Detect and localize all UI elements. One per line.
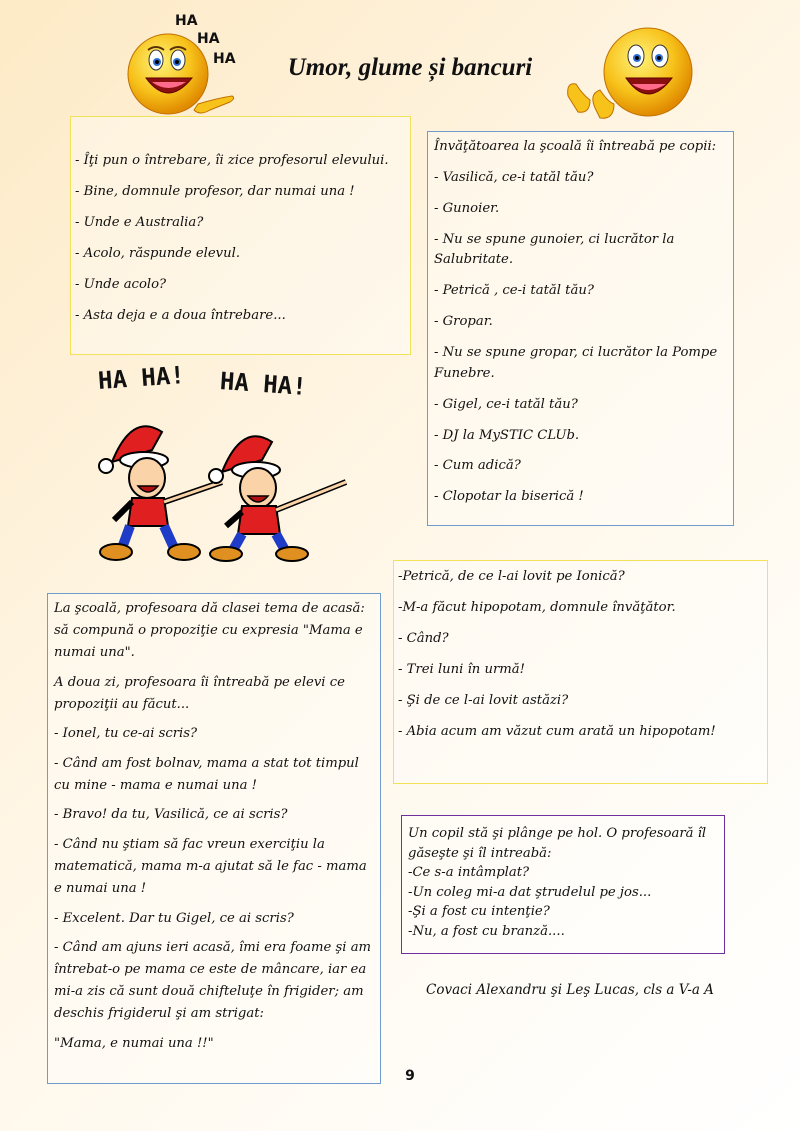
joke-line: - Abia acum am văzut cum arată un hipopotam! (398, 723, 716, 739)
joke-line: A doua zi, profesoara îi întreabă pe elevi ce propoziţii au făcut... (54, 674, 345, 712)
joke-line: - Petrică , ce-i tatăl tău? (434, 283, 594, 299)
haha-caption-left: HA HA! (97, 361, 186, 395)
joke-line: - Gunoier. (434, 200, 500, 216)
joke-line: - Clopotar la biserică ! (434, 489, 584, 505)
laughing-smiley-right-icon (560, 24, 700, 124)
joke-line: - Când nu ştiam să fac vreun exerciţiu la matematică, mama m-a ajutat să le fac - mama e numai una ! (54, 836, 367, 897)
joke-line: - Când am fost bolnav, mama a stat tot timpul cu mine - mama e numai una ! (54, 755, 359, 793)
joke-line: La şcoală, profesoara dă clasei tema de acasă: să compună o propoziţie cu expresia "Mama e numai una". (54, 601, 365, 661)
joke-line: - Îţi pun o întrebare, îi zice profesorul elevului. (75, 153, 389, 168)
joke-line: - Nu se spune gropar, ci lucrător la Pompe Funebre. (434, 345, 718, 381)
joke-line: -Ce s-a intâmplat? (408, 865, 530, 881)
joke-line: - Când? (398, 630, 449, 646)
laughing-elves-icon (92, 402, 362, 562)
joke-line: -Şi a fost cu intenţie? (408, 904, 550, 920)
joke-line: - Unde acolo? (75, 276, 167, 292)
joke-line: -Petrică, de ce l-ai lovit pe Ionică? (398, 569, 625, 584)
joke-line: - Nu se spune gunoier, ci lucrător la Salubritate. (434, 231, 675, 268)
joke-line: - Când am ajuns ieri acasă, îmi era foame şi am întrebat-o pe mama ce este de mâncare, iar ea mi-a zis că sunt două chifteluţe în frigider; am deschis frigiderul şi am strigat: (54, 940, 372, 1022)
joke-line: - DJ la MySTIC CLUb. (434, 427, 580, 443)
joke-line: "Mama, e numai una !!" (54, 1035, 214, 1051)
joke-line: - Gropar. (434, 314, 493, 330)
joke-line: - Şi de ce l-ai lovit astăzi? (398, 692, 569, 708)
joke-box-question (70, 116, 411, 355)
joke-box-hippo (393, 560, 768, 784)
joke-box-mama (47, 593, 381, 1084)
joke-line: - Bine, domnule profesor, dar numai una ! (75, 183, 355, 199)
joke-line: - Vasilică, ce-i tatăl tău? (434, 169, 594, 185)
joke-line: -Un coleg mi-a dat ştrudelul pe jos... (408, 884, 652, 900)
haha-word: HA (197, 31, 220, 47)
joke-line: - Gigel, ce-i tatăl tău? (434, 396, 578, 412)
joke-line: Învăţătoarea la şcoală îi întreabă pe copii: (434, 139, 717, 154)
authors-credit: Covaci Alexandru şi Leş Lucas, cls a V-a A (426, 982, 714, 998)
joke-box-strudel (401, 815, 725, 954)
page-title: Umor, glume și bancuri (287, 54, 533, 81)
haha-word: HA (175, 13, 198, 29)
haha-caption-right: HA HA! (219, 367, 308, 401)
page-number: 9 (405, 1068, 415, 1084)
joke-line: - Unde e Australia? (75, 214, 204, 230)
joke-line: -Nu, a fost cu branză.... (408, 923, 565, 939)
joke-line: - Ionel, tu ce-ai scris? (54, 726, 198, 742)
joke-line: - Acolo, răspunde elevul. (75, 245, 241, 261)
joke-box-fathers (427, 131, 734, 526)
haha-word: HA (213, 51, 236, 67)
joke-line: - Bravo! da tu, Vasilică, ce ai scris? (54, 807, 288, 823)
joke-line: - Excelent. Dar tu Gigel, ce ai scris? (54, 910, 294, 926)
joke-line: - Cum adică? (434, 458, 521, 474)
joke-line: Un copil stă şi plânge pe hol. O profesoară îl găseşte şi îl intreabă: (408, 826, 707, 861)
joke-line: -M-a făcut hipopotam, domnule învăţător. (398, 599, 676, 615)
joke-line: - Trei luni în urmă! (398, 661, 525, 677)
cartoon-illustration (92, 362, 362, 562)
joke-line: - Asta deja e a doua întrebare... (75, 307, 286, 323)
